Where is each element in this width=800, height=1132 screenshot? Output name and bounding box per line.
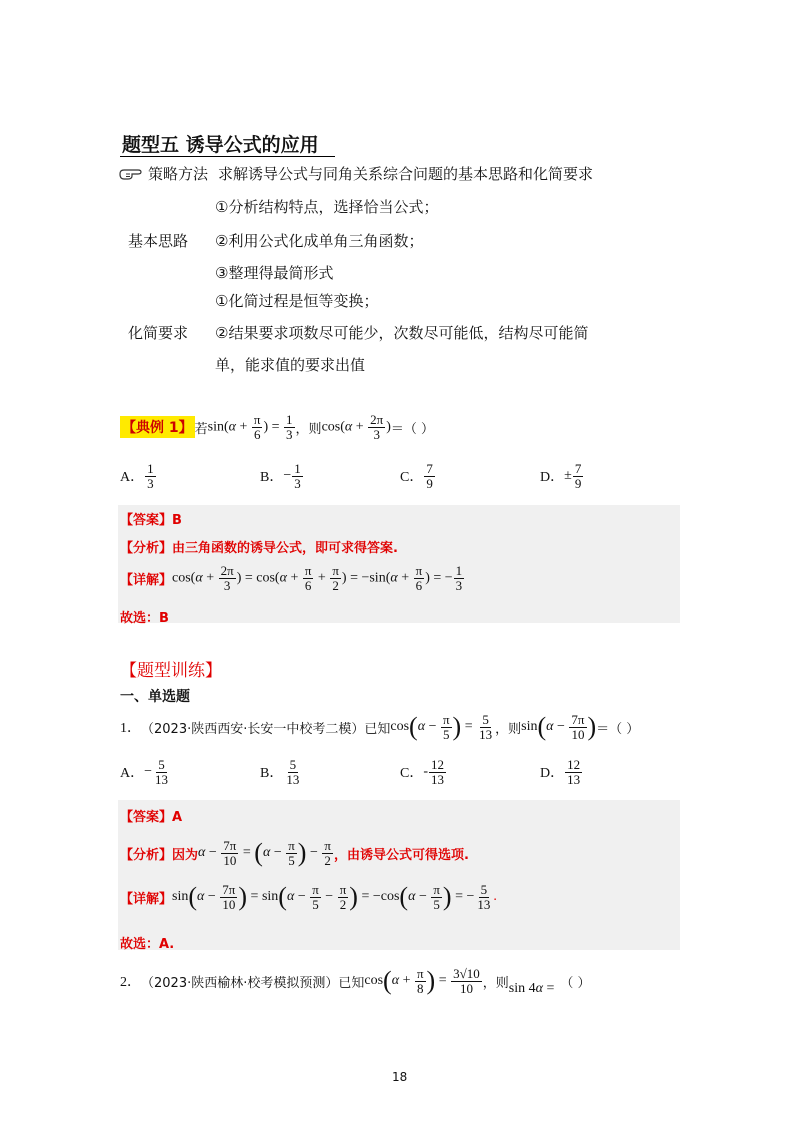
q1-option-c[interactable]: C． - $\frac{12}{13}$ bbox=[400, 757, 445, 787]
example1-detail: 【详解】 cos(α + $\frac{2\pi}{3}$ ) = cos(α + $\frac{\pi}{6}$ + $\frac{\pi}{2}$ ) = −sin(α + $\frac{\pi}{6}$ ) = − $\frac{1}{3}$ bbox=[120, 564, 465, 592]
q2-given: cos(α + $\frac{\pi}{8}$ ) = $\frac{3√10}{10}$ bbox=[364, 965, 480, 996]
q1-option-d[interactable]: D． $\frac{12}{13}$ bbox=[540, 757, 581, 787]
example1-blank: ＝（ ） bbox=[390, 421, 435, 437]
example1-final: 故选：B bbox=[120, 611, 169, 626]
example1-analysis: 【分析】由三角函数的诱导公式，即可求得答案. bbox=[120, 541, 398, 556]
q1-final: 故选：A. bbox=[120, 937, 175, 952]
simplify-item-2: ②结果要求项数尽可能少，次数尽可能低，结构尽可能简 bbox=[215, 324, 589, 342]
section-title-underline bbox=[120, 156, 335, 157]
training-title: 【题型训练】 bbox=[120, 661, 222, 681]
q1-source: （2023·陕西西安·长安一中校考二模）已知 bbox=[141, 721, 391, 737]
example1-option-a[interactable]: A． $\frac{1}{3}$ bbox=[120, 461, 154, 491]
q1-given: cos(α − $\frac{\pi}{5}$ ) = $\frac{5}{13}$ bbox=[390, 711, 493, 742]
section-title: 题型五 诱导公式的应用 bbox=[122, 134, 319, 156]
example1-target: cos(α + $\frac{2\pi}{3}$ ) bbox=[321, 412, 391, 442]
q1-target: sin(α − $\frac{7\pi}{10}$ ) bbox=[521, 711, 597, 742]
basic-item-2: ②利用公式化成单角三角函数； bbox=[215, 232, 424, 250]
basic-item-1: ①分析结构特点，选择恰当公式； bbox=[215, 198, 439, 216]
simplify-item-1: ①化简过程是恒等变换； bbox=[215, 292, 379, 310]
simplify-label: 化简要求 bbox=[128, 324, 189, 342]
example1-if: 若 bbox=[194, 421, 208, 437]
example1-option-d[interactable]: D． ± $\frac{7}{9}$ bbox=[540, 461, 582, 491]
example1-answer: 【答案】B bbox=[120, 513, 182, 528]
q1-option-a[interactable]: A． − $\frac{5}{13}$ bbox=[120, 757, 169, 787]
q1-answer-box bbox=[118, 800, 680, 950]
q1-question: 1． （2023·陕西西安·长安一中校考二模）已知 cos(α − $\frac{\pi}{5}$ ) = $\frac{5}{13}$ ，则 sin(α − $\frac{7\pi}{10}$ ) ＝（ ） bbox=[120, 711, 640, 742]
example1-detail-formula: cos(α + $\frac{2\pi}{3}$ ) = cos(α + $\frac{\pi}{6}$ + $\frac{\pi}{2}$ ) = −sin(α + $\frac{\pi}{6}$ ) = − $\frac{1}{3}$ bbox=[172, 563, 463, 593]
example1-option-b[interactable]: B． − $\frac{1}{3}$ bbox=[260, 461, 301, 491]
page-number: 18 bbox=[392, 1070, 408, 1084]
single-choice-heading: 一、单选题 bbox=[120, 689, 190, 705]
q1-detail: 【详解】 sin(α − $\frac{7\pi}{10}$ ) = sin(α − $\frac{\pi}{5}$ − $\frac{\pi}{2}$ ) = −cos(α − $\frac{\pi}{5}$ ) = − $\frac{5}{13}$ . bbox=[120, 881, 497, 912]
q2-source: （2023·陕西榆林·校考模拟预测）已知 bbox=[141, 975, 365, 991]
basic-item-3: ③整理得最简形式 bbox=[215, 264, 334, 282]
q1-analysis-formula: α − $\frac{7\pi}{10}$ = (α − $\frac{\pi}{5}$ ) − $\frac{\pi}{2}$ bbox=[198, 837, 331, 868]
q1-answer: 【答案】A bbox=[120, 810, 183, 825]
q2-question: 2． （2023·陕西榆林·校考模拟预测）已知 cos(α + $\frac{\pi}{8}$ ) = $\frac{3√10}{10}$ ，则 sin 4α = （ ） bbox=[120, 965, 591, 996]
pointing-hand-icon bbox=[118, 165, 144, 183]
q1-analysis: 【分析】 因为 α − $\frac{7\pi}{10}$ = (α − $\frac{\pi}{5}$ ) − $\frac{\pi}{2}$ ，由诱导公式可得选项. bbox=[120, 837, 469, 868]
example1-question bbox=[120, 413, 434, 441]
basic-label: 基本思路 bbox=[128, 232, 189, 250]
example1-tag: 【典例 1】 bbox=[120, 416, 195, 438]
example1-then: ，则 bbox=[295, 421, 322, 437]
simplify-item-3: 单，能求值的要求出值 bbox=[215, 356, 366, 374]
q1-option-b[interactable]: B． $\frac{5}{13}$ bbox=[260, 757, 300, 787]
q1-detail-formula: sin(α − $\frac{7\pi}{10}$ ) = sin(α − $\frac{\pi}{5}$ − $\frac{\pi}{2}$ ) = −cos(α − $\frac{\pi}{5}$ ) = − $\frac{5}{13}$ . bbox=[172, 881, 497, 912]
strategy-label: 策略方法 bbox=[148, 165, 209, 183]
example1-option-c[interactable]: C． $\frac{7}{9}$ bbox=[400, 461, 433, 491]
strategy-text: 求解诱导公式与同角关系综合问题的基本思路和化简要求 bbox=[218, 165, 594, 183]
q2-target: sin 4α = bbox=[508, 981, 555, 996]
example1-given: sin(α + $\frac{\pi}{6}$ ) = $\frac{1}{3}$ bbox=[207, 412, 293, 442]
strategy-line bbox=[118, 163, 593, 184]
